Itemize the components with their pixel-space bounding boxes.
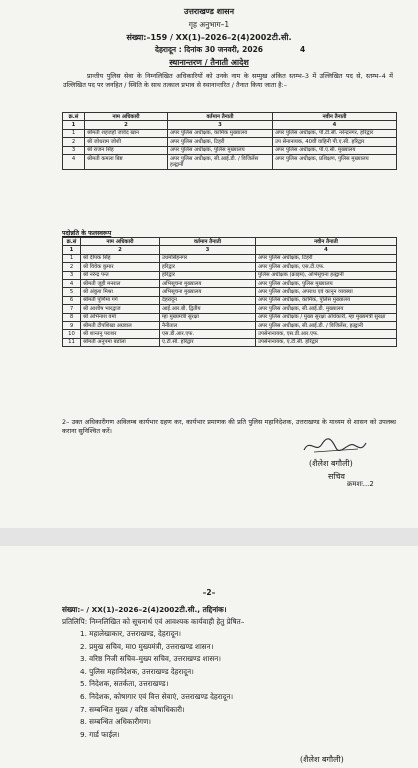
table-row <box>63 322 397 330</box>
officer-name-cell: श्री शान्तनु पराशर <box>81 330 160 338</box>
column-number: 3 <box>160 246 256 254</box>
table-row <box>63 155 397 170</box>
reference-line: संख्या:– / XX(1)–2026–2(4)2002टी.सी., तद्दिनांक। <box>62 605 227 614</box>
signatory-name: (शैलेश बगौली) <box>300 755 344 764</box>
new-posting-cell: अपर पुलिस अधीक्षक / मुख्य सुरक्षा अधिकारी, म्हा मुख्यमंत्री सुरक्षा <box>256 313 397 321</box>
table-header-row <box>63 113 397 121</box>
current-posting-cell: अभिसूचना मुख्यालय <box>160 280 256 288</box>
instruction-paragraph: 2– उक्त अधिकारीगण अविलम्ब कार्यभार ग्रहण कर, कार्यभार प्रमाणक की प्रति पुलिस महानिदेशक, उत्तराखण्ड के माध्यम से शासन को उपलब्ध कराना सुनिश्चित करें। <box>62 418 396 435</box>
table-row <box>63 338 397 346</box>
signature-scribble <box>300 436 370 456</box>
column-number: 3 <box>168 121 273 129</box>
current-posting-cell: आई.आर.बी. द्वितीय <box>160 305 256 313</box>
document-page-2 <box>0 546 418 768</box>
distribution-item: 4. पुलिस महानिदेशक, उत्तराखण्ड देहरादून। <box>80 666 194 676</box>
distribution-list <box>80 628 233 741</box>
table-row <box>63 271 397 279</box>
table-header-row <box>63 238 397 246</box>
transfer-table <box>62 112 397 170</box>
new-posting-cell: अपर पुलिस अधीक्षक, पुलिस मुख्यालय <box>256 280 397 288</box>
serial-cell: 3 <box>63 271 81 279</box>
serial-cell: 9 <box>63 322 81 330</box>
order-title: स्थानान्तरण / तैनाती आदेश <box>169 58 249 67</box>
table-row <box>63 296 397 304</box>
serial-cell: 2 <box>63 263 81 271</box>
table-row <box>63 288 397 296</box>
new-posting-cell: अपर पुलिस अधीक्षक, सी.आई.डी. / विजिलेंस, हल्द्वानी <box>256 322 397 330</box>
table-row <box>63 254 397 262</box>
header-new-posting: नवीन तैनाती <box>256 238 397 246</box>
new-posting-cell: अपर पुलिस अधीक्षक, कार्मिक, पुलिस मुख्यालय <box>256 296 397 304</box>
distribution-item: 3. वरिष्ठ निजी सचिव–मुख्य सचिव, उत्तराखण्ड शासन। <box>80 654 221 664</box>
government-name: उत्तराखण्ड शासन <box>183 7 235 16</box>
header-officer-name: नाम अधिकारी <box>81 238 160 246</box>
table-row <box>63 146 397 154</box>
current-posting-cell: ए.टी.सी. हरिद्वार <box>160 338 256 346</box>
officer-name-cell: श्री अभिनाश वर्मा <box>81 313 160 321</box>
column-number: 2 <box>81 246 160 254</box>
current-posting-cell: अपर पुलिस अधीक्षक, पुलिस मुख्यालय <box>168 146 273 154</box>
current-posting-cell: म्हा मुख्यमंत्री सुरक्षा <box>160 313 256 321</box>
intro-paragraph: प्रान्तीय पुलिस सेवा के निम्नलिखित अधिकारियों को उनके नाम के सम्मुख अंकित स्तम्भ–3 में उल्लिखित पद से, स्तम्भ–4 में उल्लिखित पद पर जनहित / स्थिति के साथ तत्काल प्रभाव से स्थानान्तरित / तैनात किया जाता है:– <box>63 72 393 89</box>
officer-name-cell: श्री आशीष भारद्वाज <box>81 305 160 313</box>
serial-cell: 6 <box>63 296 81 304</box>
serial-cell: 7 <box>63 305 81 313</box>
table-row <box>63 138 397 146</box>
new-posting-cell: उपसेनानायक, ए.टी.सी. हरिद्वार <box>256 338 397 346</box>
new-posting-cell: उपसेनानायक, एस.डी.आर.एफ. <box>256 330 397 338</box>
column-number-row <box>63 246 397 254</box>
current-posting-cell: एस.डी.आर.एफ. <box>160 330 256 338</box>
officer-name-cell: श्री विवेक कुमार <box>81 263 160 271</box>
table-row <box>63 280 397 288</box>
serial-cell: 10 <box>63 330 81 338</box>
serial-cell: 3 <box>63 146 85 154</box>
current-posting-cell: हरिद्वार <box>160 271 256 279</box>
header-current-posting: वर्तमान तैनाती <box>168 113 273 121</box>
distribution-item: 5. निदेशक, सतर्कता, उत्तराखण्ड। <box>80 679 169 689</box>
column-number: 1 <box>63 246 81 254</box>
serial-cell: 1 <box>63 254 81 262</box>
officer-name-cell: श्रीमती जूही मनराल <box>81 280 160 288</box>
distribution-item: 2. प्रमुख सचिव, मा0 मुख्यमंत्री, उत्तराखण्ड शासन। <box>80 641 214 651</box>
officer-name-cell: श्री अंकुश मिश्रा <box>81 288 160 296</box>
order-date: देहरादून : दिनांक 30 जनवरी, 2026 <box>154 45 264 54</box>
serial-cell: 8 <box>63 313 81 321</box>
officer-name-cell: श्री जोधराम जोशी <box>85 138 168 146</box>
new-posting-cell: अपर पुलिस अधीक्षक, पी.टी.सी. नरेन्द्रनगर, हरिद्वार <box>273 129 397 137</box>
column-number: 1 <box>63 121 85 129</box>
new-posting-cell: पुलिस अधीक्षक (क्राइम), अभिसूचना हल्द्वानी <box>256 271 397 279</box>
signatory-designation: सचिव <box>328 472 346 481</box>
current-posting-cell: देहरादून <box>160 296 256 304</box>
continuation-marker: क्रमशः...2 <box>347 480 374 488</box>
current-posting-cell: अपर पुलिस अधीक्षक, कार्मिक मुख्यालय <box>168 129 273 137</box>
table-row <box>63 263 397 271</box>
current-posting-cell: उधमसिंहनगर <box>160 254 256 262</box>
header-current-posting: वर्तमान तैनाती <box>160 238 256 246</box>
officer-name-cell: श्रीमती अनुपमा बडोला <box>81 338 160 346</box>
table-row <box>63 129 397 137</box>
distribution-item: 9. गार्ड फाईल। <box>80 729 120 739</box>
new-posting-cell: अपर पुलिस अधीक्षक, एस.टी.एफ. <box>256 263 397 271</box>
serial-cell: 4 <box>63 280 81 288</box>
serial-cell: 5 <box>63 288 81 296</box>
new-posting-cell: अपर पुलिस अधीक्षक, सी.आई.डी. मुख्यालय <box>256 305 397 313</box>
signatory-name: (शैलेश बगौली) <box>309 459 353 468</box>
new-posting-cell: अपर पुलिस अधीक्षक, टिहरी <box>256 254 397 262</box>
new-posting-cell: उप सेनानायक, 40वीं वाहिनी पी.ए.सी. हरिद्वार <box>273 138 397 146</box>
officer-name-cell: श्री राजन सिंह <box>85 146 168 154</box>
new-posting-cell: अपर पुलिस अधीक्षक, प्रशिक्षण, पुलिस मुख्यालय <box>273 155 397 170</box>
distribution-item: 8. सम्बन्धित अधिकारीगण। <box>80 717 152 727</box>
header-serial: क्र.सं <box>63 113 85 121</box>
distribution-item: 1. महालेखाकार, उत्तराखण्ड, देहरादून। <box>80 629 182 638</box>
current-posting-cell: नैनीताल <box>160 322 256 330</box>
officer-name-cell: श्रीमती टीपशिखा अग्रवाल <box>81 322 160 330</box>
column-number: 2 <box>85 121 168 129</box>
table-row <box>63 313 397 321</box>
officer-name-cell: श्रीमती शहजहाँ जावेद खान <box>85 129 168 137</box>
reference-number: संख्या:–159 / XX(1)–2026–2(4)2002टी.सी. <box>126 33 292 42</box>
table-row <box>63 330 397 338</box>
department-name: गृह अनुभाग–1 <box>188 20 230 29</box>
officer-name-cell: श्री दीपक सिंह <box>81 254 160 262</box>
serial-cell: 4 <box>63 155 85 170</box>
officer-name-cell: श्रीमती पूर्णिमा गर्ग <box>81 296 160 304</box>
page-number: –2– <box>202 588 216 597</box>
promotion-table <box>62 237 397 347</box>
column-number-row <box>63 121 397 129</box>
copy-to-line: प्रतिलिपि: निम्नलिखित को सूचनार्थ एवं आवश्यक कार्यवाही हेतु प्रेषित– <box>62 617 245 626</box>
serial-cell: 11 <box>63 338 81 346</box>
current-posting-cell: अभिसूचना मुख्यालय <box>160 288 256 296</box>
current-posting-cell: अपर पुलिस अधीक्षक, सी.आई.डी. / विजिलेंस हल्द्वानी <box>168 155 273 170</box>
column-number: 4 <box>273 121 397 129</box>
distribution-item: 7. सम्बन्धित मुख्य / वरिष्ठ कोषाधिकारी। <box>80 704 185 714</box>
officer-name-cell: श्रीमती कमला बिष्ट <box>85 155 168 170</box>
table-row <box>63 305 397 313</box>
current-posting-cell: अपर पुलिस अधीक्षक, टिहरी <box>168 138 273 146</box>
header-serial: क्र.सं <box>63 238 81 246</box>
header-new-posting: नवीन तैनाती <box>273 113 397 121</box>
page-separator <box>0 528 418 546</box>
header-officer-name: नाम अधिकारी <box>85 113 168 121</box>
section-subtitle: पदोन्नति के फलस्वरूप <box>62 230 112 237</box>
current-posting-cell: हरिद्वार <box>160 263 256 271</box>
distribution-item: 6. निदेशक, कोषागार एवं वित्त सेवाएं, उत्तराखण्ड देहरादून। <box>80 691 234 701</box>
new-posting-cell: अपर पुलिस अधीक्षक, पी.ए.सी. मुख्यालय <box>273 146 397 154</box>
column-number: 4 <box>256 246 397 254</box>
new-posting-cell: अपर पुलिस अधीक्षक, अपराध एवं कानून व्यवस्था <box>256 288 397 296</box>
serial-cell: 1 <box>63 129 85 137</box>
page-number: 4 <box>300 45 306 54</box>
officer-name-cell: श्री नरेन्द्र पन्त <box>81 271 160 279</box>
serial-cell: 2 <box>63 138 85 146</box>
